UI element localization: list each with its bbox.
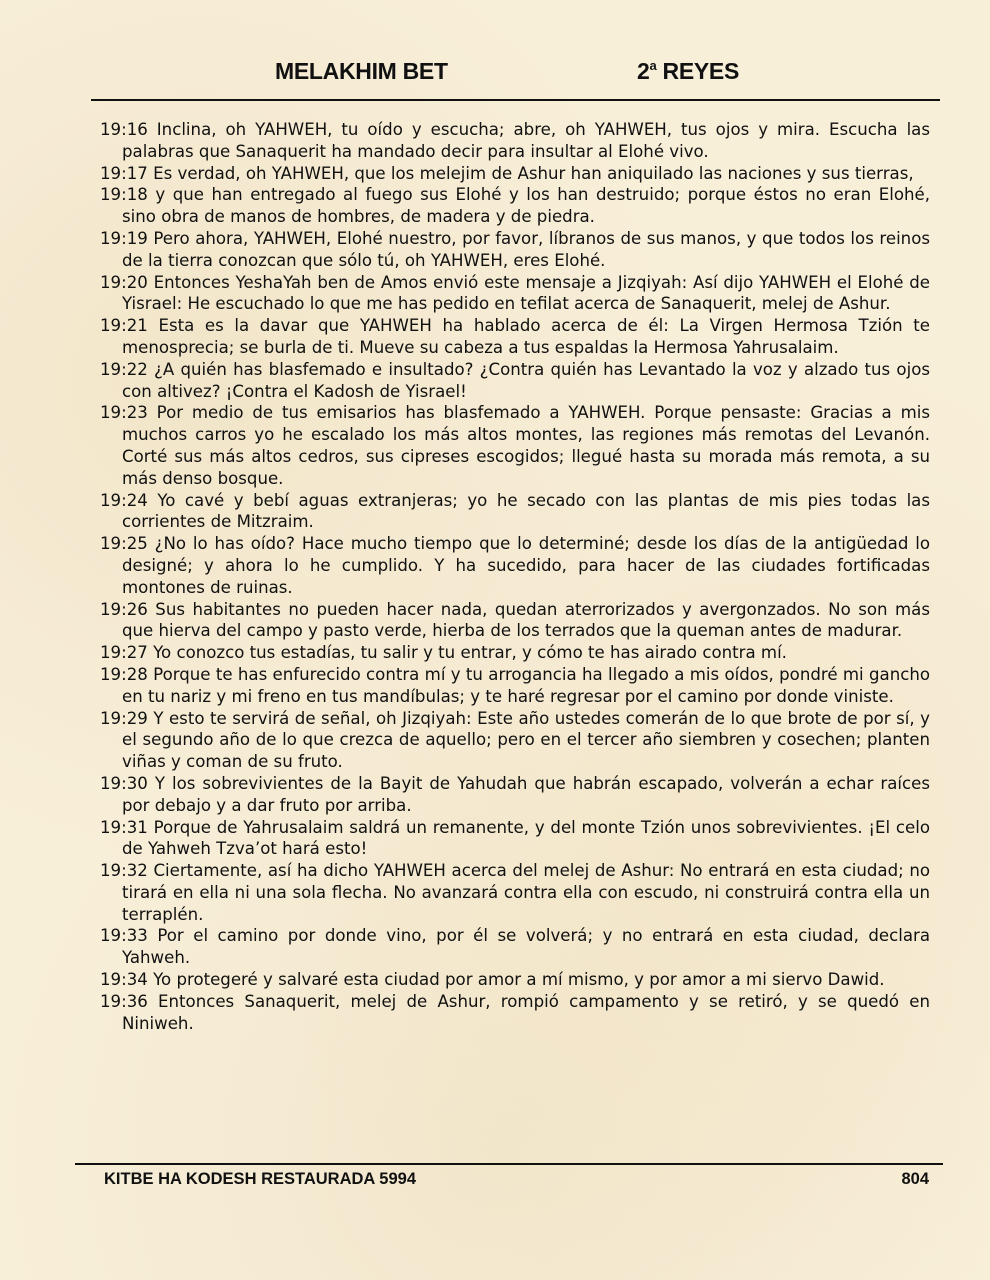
- book-number: 2: [637, 58, 650, 84]
- verse-list: [100, 119, 930, 1034]
- verse: 19:16 Inclina, oh YAHWEH, tu oído y escucha; abre, oh YAHWEH, tus ojos y mira. Escucha las palabras que Sanaquerit ha mandado decir para insultar al Elohé vivo.: [100, 120, 930, 161]
- verse: 19:34 Yo protegeré y salvaré esta ciudad por amor a mí mismo, y por amor a mi siervo Dawid.: [100, 970, 885, 990]
- verse: 19:17 Es verdad, oh YAHWEH, que los melejim de Ashur han aniquilado las naciones y sus tierras,: [100, 163, 914, 183]
- footer-rule: [75, 1163, 943, 1165]
- verse: 19:33 Por el camino por donde vino, por él se volverá; y no entrará en esta ciudad, declara Yahweh.: [100, 926, 930, 968]
- verse: 19:26 Sus habitantes no pueden hacer nada, quedan aterrorizados y avergonzados. No son más que hierva del campo y pasto verde, hierba de los terrados que la queman antes de madurar.: [100, 599, 930, 641]
- verse: 19:21 Esta es la davar que YAHWEH ha hablado acerca de él: La Virgen Hermosa Tzión te menosprecia; se burla de ti. Mueve su cabeza a tus espaldas la Hermosa Yahrusalaim.: [100, 316, 930, 357]
- verse: 19:24 Yo cavé y bebí aguas extranjeras; yo he secado con las plantas de mis pies todas las corrientes de Mitzraim.: [100, 490, 930, 532]
- verse: 19:25 ¿No lo has oído? Hace mucho tiempo que lo determiné; desde los días de la antigüedad lo designé; y ahora lo he cumplido. Y ha sucedido, para hacer de las ciudades fortificadas montones de ruinas.: [100, 534, 930, 597]
- book-title-hebrew: MELAKHIM BET: [275, 58, 448, 84]
- footer-title: KITBE HA KODESH RESTAURADA 5994: [104, 1170, 417, 1188]
- verse: 19:28 Porque te has enfurecido contra mí y tu arrogancia ha llegado a mis oídos, pondré mi gancho en tu nariz y mi freno en tus mandíbulas; y te haré regresar por el camino por donde viniste.: [100, 664, 930, 706]
- verse: 19:36 Entonces Sanaquerit, melej de Ashur, rompió campamento y se retiró, y se quedó en Niniweh.: [100, 991, 930, 1033]
- verse: 19:23 Por medio de tus emisarios has blasfemado a YAHWEH. Porque pensaste: Gracias a mis muchos carros yo he escalado los más altos montes, las regiones más remotas del Levanón. Corté sus más altos cedros, sus cipreses escogidos; llegué hasta su morada más remota, a su más denso bosque.: [100, 403, 930, 488]
- header-rule: [91, 99, 940, 101]
- verse: 19:30 Y los sobrevivientes de la Bayit de Yahudah que habrán escapado, volverán a echar raíces por debajo y a dar fruto por arriba.: [100, 773, 930, 815]
- page-header: [0, 58, 990, 92]
- verse: 19:22 ¿A quién has blasfemado e insultado? ¿Contra quién has Levantado la voz y alzado tus ojos con altivez? ¡Contra el Kadosh de Yisrael!: [100, 359, 930, 401]
- verse: 19:32 Ciertamente, así ha dicho YAHWEH acerca del melej de Ashur: No entrará en esta ciudad; no tirará en ella ni una sola flecha. No avanzará contra ella con escudo, ni construirá contra ella un terraplén.: [100, 861, 930, 924]
- verse: 19:29 Y esto te servirá de señal, oh Jizqiyah: Este año ustedes comerán de lo que brote de por sí, y el segundo año de lo que crezca de aquello; pero en el tercer año siembren y cosechen; planten viñas y coman de su fruto.: [100, 708, 930, 772]
- verse: 19:27 Yo conozco tus estadías, tu salir y tu entrar, y cómo te has airado contra mí.: [100, 643, 787, 663]
- verse: 19:18 y que han entregado al fuego sus Elohé y los han destruido; porque éstos no eran Elohé, sino obra de manos de hombres, de madera y de piedra.: [100, 185, 930, 227]
- book-title-spanish: [637, 58, 739, 85]
- verse: 19:31 Porque de Yahrusalaim saldrá un remanente, y del monte Tzión unos sobrevivientes. ¡El celo de Yahweh Tzva’ot hará esto!: [100, 817, 930, 859]
- verse: 19:20 Entonces YeshaYah ben de Amos envió este mensaje a Jizqiyah: Así dijo YAHWEH el Elohé de Yisrael: He escuchado lo que me has pedido en tefilat acerca de Sanaquerit, melej de Ashur.: [100, 272, 930, 314]
- book-ordinal: a: [649, 58, 657, 73]
- book-name: REYES: [656, 58, 740, 84]
- verse: 19:19 Pero ahora, YAHWEH, Elohé nuestro, por favor, líbranos de sus manos, y que todos los reinos de la tierra conozcan que sólo tú, oh YAHWEH, eres Elohé.: [100, 228, 930, 270]
- page-number: 804: [901, 1170, 929, 1188]
